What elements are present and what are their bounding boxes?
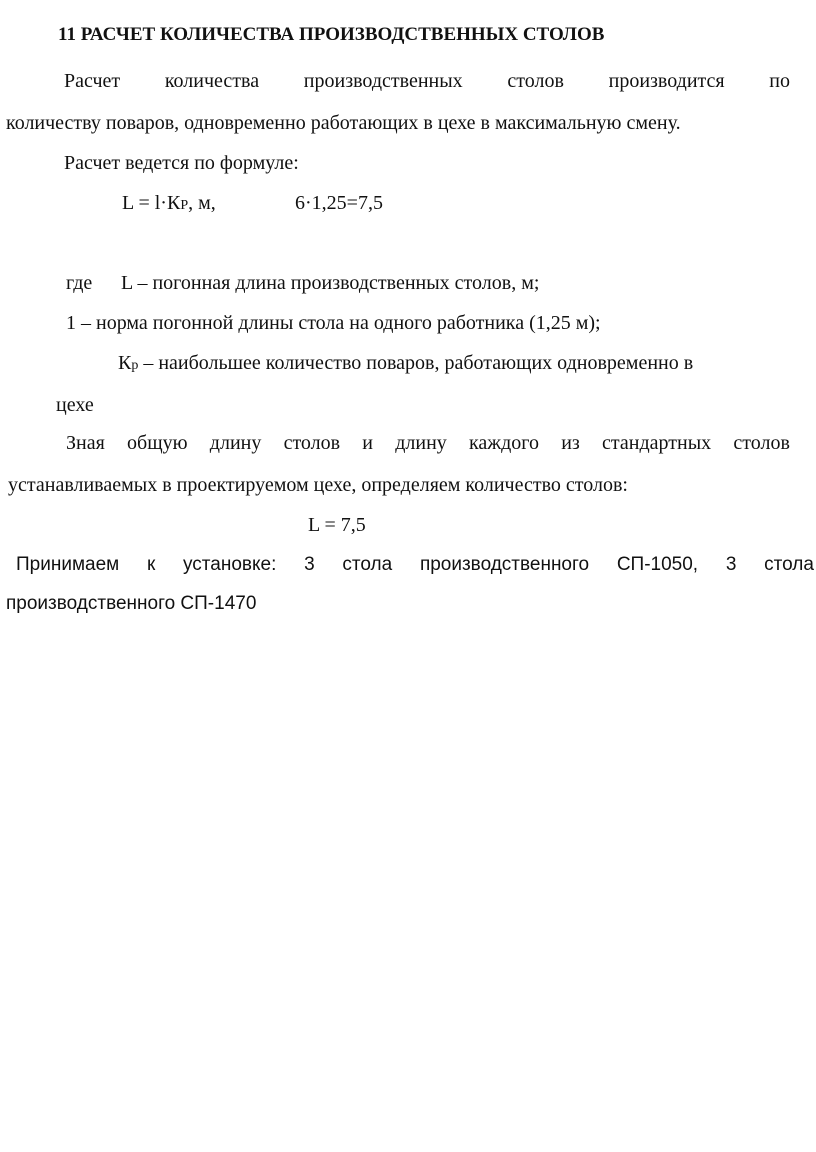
paragraph-1-word: Расчет (64, 70, 121, 92)
definition-K-line-2: цехе (56, 394, 94, 416)
paragraph-4-word: к (146, 554, 156, 575)
paragraph-4-word: стола (342, 554, 393, 575)
paragraph-4-word: установке: (182, 554, 277, 575)
paragraph-3-word: длину (209, 432, 262, 454)
paragraph-3-word: стандартных (602, 432, 712, 454)
paragraph-1-line-1 (64, 68, 790, 94)
paragraph-3-word: и (362, 432, 373, 454)
paragraph-4-word: 3 (304, 554, 315, 575)
definition-K-text: – наибольшее количество поваров, работающих одновременно в (138, 352, 694, 374)
formula-expression (122, 190, 216, 219)
paragraph-4-word: Принимаем (16, 554, 120, 575)
paragraph-1-word: количества (164, 70, 260, 92)
definition-K-main: К (118, 352, 132, 374)
paragraph-1-word: по (769, 70, 790, 92)
paragraph-4-line-2: производственного СП-1470 (6, 593, 257, 614)
paragraph-3-word: длину (395, 432, 447, 454)
formula-main: L = l·К (122, 192, 181, 214)
definition-l: 1 – норма погонной длины стола на одного работника (1,25 м); (66, 312, 601, 334)
paragraph-4-word: СП-1050, (616, 554, 699, 575)
formula-calculation: 6·1,25=7,5 (295, 192, 383, 214)
paragraph-4-word: 3 (725, 554, 737, 575)
paragraph-2: Расчет ведется по формуле: (64, 152, 299, 174)
paragraph-1-word: столов (507, 70, 564, 92)
definition-K-subscript: р (131, 358, 139, 373)
paragraph-1-word: производственных (303, 70, 463, 92)
definition-L: L – погонная длина производственных столов, м; (121, 272, 540, 294)
paragraph-3-word: из (561, 432, 580, 454)
result-formula: L = 7,5 (308, 514, 366, 536)
paragraph-3-line-1 (66, 430, 790, 456)
definition-where: где (66, 272, 93, 294)
formula-tail: , м, (188, 192, 216, 214)
paragraph-4-word: производственного (419, 554, 590, 575)
paragraph-1-word: производится (608, 70, 725, 92)
paragraph-3-word: общую (127, 432, 188, 454)
paragraph-3-word: каждого (469, 432, 539, 454)
paragraph-4-line-1 (16, 552, 814, 578)
definition-K (118, 350, 693, 379)
paragraph-1-line-2: количеству поваров, одновременно работающих в цехе в максимальную смену. (6, 112, 681, 134)
formula-subscript: Р (180, 198, 189, 213)
paragraph-3-line-2: устанавливаемых в проектируемом цехе, определяем количество столов: (8, 474, 628, 496)
paragraph-3-word: столов (733, 432, 790, 454)
paragraph-3-word: Зная (66, 432, 105, 454)
paragraph-3-word: столов (283, 432, 341, 454)
section-title: 11 РАСЧЕТ КОЛИЧЕСТВА ПРОИЗВОДСТВЕННЫХ СТОЛОВ (58, 24, 605, 45)
paragraph-4-word: стола (764, 554, 814, 575)
